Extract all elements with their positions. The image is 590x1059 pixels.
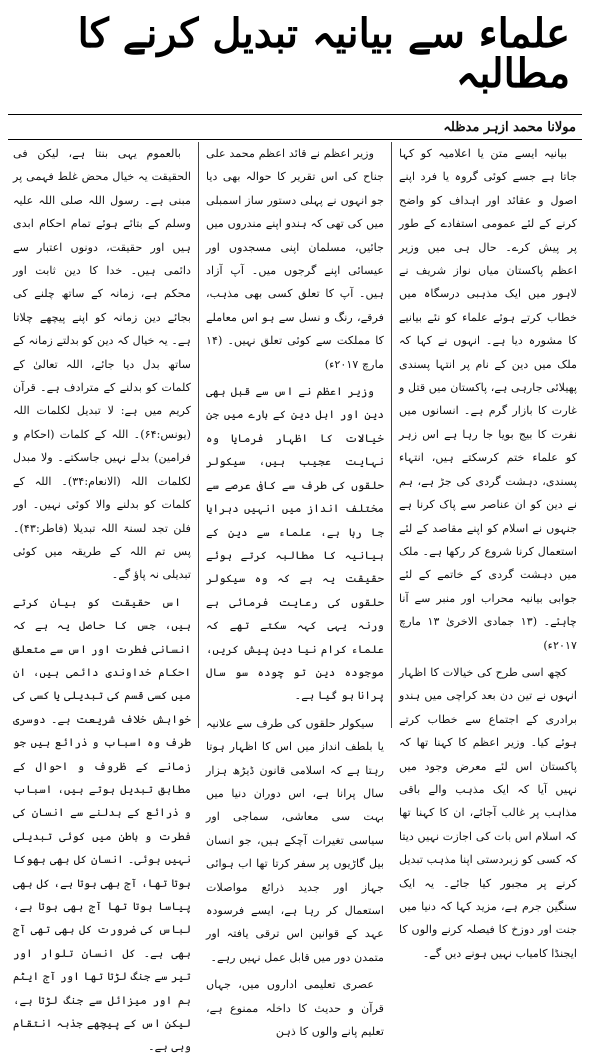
- article-title: علماء سے بیانیہ تبدیل کرنے کا مطالبہ: [77, 10, 570, 97]
- paragraph: کچھ اسی طرح کی خیالات کا اظہار انہوں نے تین دن بعد کراچی میں ہندو برادری کے اجتماع سے خطاب کرتے ہوئے کیا۔ وزیر اعظم کا کہنا تھا کہ پاکستان اس لئے معرض وجود میں نہیں آیا کہ ایک مذہب والے باقی مذاہب پر غالب آجائے، ان کا کہنا تھا کہ اسلام اس بات کی اجازت نہیں دیتا کہ کسی کو زبردستی اپنا مذہب تبدیل کرنے پر مجبور کیا جائے۔ یہ ایک سنگین جرم ہے، مزید کہا کہ دنیا میں جنت اور دوزخ کا فیصلہ کرنے والوں کا ایجنڈا کامیاب نہیں ہونے دیں گے۔: [399, 665, 577, 960]
- paragraph: سیکولر حلقوں کی طرف سے علانیہ یا بلطف انداز میں اس کا اظہار ہوتا رہتا ہے کہ اسلامی قانون ڈیڑھ ہزار سال پرانا ہے، اس دوران دنیا میں بہت سی معاشی، سماجی اور سیاسی تغیرات آچکے ہیں، جو انسان بیل گاڑیوں پر سفر کرتا تھا اب ہوائی جہاز اور جدید ذرائع مواصلات استعمال کر رہا ہے، ایسے فرسودہ عہد کے قوانین اس ترقی یافتہ اور متمدن دور میں قابل عمل نہیں رہے۔: [206, 716, 384, 964]
- article-columns: [6, 142, 584, 1054]
- column-right: [392, 142, 584, 960]
- author-name: مولانا محمد ازہر مدظلہ: [443, 119, 576, 135]
- paragraph: عصری تعلیمی اداروں میں، جہاں قرآن و حدیث کا داخلہ ممنوع ہے، تعلیم پانے والوں کا ذہن: [206, 978, 384, 1039]
- column-middle: [199, 142, 392, 1039]
- column-left: [6, 142, 199, 1054]
- paragraph: بالعموم یہی بنتا ہے، لیکن فی الحقیقت یہ خیال محض غلط فہمی پر مبنی ہے۔ رسول اللہ صلی اللہ علیہ وسلم کے بتائے ہوئے تمام احکام ابدی ہیں اور حقیقت، دونوں اعتبار سے دائمی ہیں۔ خدا کا دین ثابت اور محکم ہے، زمانہ کے ساتھ چلنے کی بجائے دین زمانہ کو اپنے پیچھے چلاتا ہے۔ یہ خیال کہ دین کو بدلتے زمانہ کے ساتھ بدل دیا جائے، اللہ تعالیٰ کے کلمات کو بدلنے کے مترادف ہے۔ قرآن کریم میں ہے: لا تبدیل لکلمات اللہ (یونس:۶۴)۔ اللہ کے کلمات (احکام و فرامین) بدلے نہیں جاسکتے۔ ولا مبدل لکلمات اللہ (الانعام:۳۴)۔ اللہ کے کلمات کو بدلنے والا کوئی نہیں۔ اور فلن تجد لسنۃ اللہ تبدیلا (فاطر:۴۳)۔ پس تم اللہ کے طریقہ میں کوئی تبدیلی نہ پاؤ گے۔: [13, 147, 191, 582]
- paragraph: وزیر اعظم نے اس سے قبل بھی دین اور اہل دین کے بارے میں جن خیالات کا اظہار فرمایا وہ نہایت عجیب ہیں، سیکولر حلقوں کی طرف سے کافی عرصے سے مختلف انداز میں انہیں دہرایا جا رہا ہے، علماء سے دین کے بیانیہ کا مطالبہ کرتے ہوئے حقیقت یہ ہے کہ وہ سیکولر حلقوں کی رعایت فرمائی ہے ورنہ یہی کہہ سکتے تھے کہ علماء کرام نیا دین پیش کریں، موجودہ دین تو چودہ سو سال پرانا ہو گیا ہے۔: [206, 385, 384, 703]
- headline-area: [20, 8, 570, 100]
- paragraph: اس حقیقت کو بیان کرتے ہیں، جس کا حاصل یہ ہے کہ انسانی فطرت اور اس سے متعلق احکام خداوندی دائمی ہیں، ان میں کسی قسم کی تبدیلی یا کسی کی خواہش خلاف شریعت ہے۔ دوسری طرف وہ اسباب و ذرائع ہیں جو زمانے کے ظروف و احوال کے مطابق تبدیل ہوتے ہیں، اسباب و ذرائع کے بدلنے سے انسان کی فطرت و باطن میں کوئی تبدیلی نہیں ہوئی۔ انسان کل بھی بھوکا ہوتا تھا، آج بھی ہوتا ہے، کل بھی پیاسا ہوتا تھا آج بھی ہوتا ہے، لباس کی ضرورت کل بھی تھی آج بھی ہے۔ کل انسان تلوار اور تیر سے جنگ لڑتا تھا اور آج ایٹم بم اور میزائل سے جنگ لڑتا ہے، لیکن اس کے پیچھے جذبہ انتقام وہی ہے۔: [13, 595, 191, 1054]
- paragraph: وزیر اعظم نے قائد اعظم محمد علی جناح کی اس تقریر کا حوالہ بھی دیا جو انہوں نے پہلی دستور ساز اسمبلی میں کی تھی کہ ہندو اپنے مندروں میں جائیں، مسلمان اپنی مسجدوں اور عیسائی اپنے گرجوں میں۔ آپ آزاد ہیں۔ آپ کا تعلق کسی بھی مذہب، فرقے، رنگ و نسل سے ہو اس معاملے کا مملکت سے کوئی تعلق نہیں۔ (۱۴ مارچ ۲۰۱۷ء): [206, 147, 384, 371]
- paragraph: بیانیہ ایسے متن یا اعلامیہ کو کہا جاتا ہے جسے کوئی گروہ یا فرد اپنے اصول و عقائد اور اہداف کو واضح کرنے کے لئے عمومی استفادے کے طور پر پیش کرے۔ حال ہی میں وزیر اعظم پاکستان میاں نواز شریف نے لاہور میں ایک مذہبی درسگاہ میں خطاب کرتے ہوئے علماء کو نئے بیانیے کا مشورہ دیا ہے۔ انہوں نے کہا کہ ملک میں دین کے نام پر انتہا پسندی پھیلائی جارہی ہے، پاکستان میں قتل و غارت کا بازار گرم ہے۔ انسانوں میں نفرت کا بیج بویا جا رہا ہے اس زہر کو علماء ختم کرسکتے ہیں، انتہاء پسندی، دہشت گردی کی جڑ ہے، ہم نے دین کو ان عناصر سے پاک کرنا ہے جنہوں نے اسلام کو اپنے مقاصد کے لئے استعمال کرنا شروع کر رکھا ہے۔ ملک میں دہشت گردی کے خاتمے کے لئے جوابی بیانیہ محراب اور منبر سے آنا چاہئے۔ (۱۳ جمادی الاخریٰ ۱۳ مارچ ۲۰۱۷ء): [399, 147, 577, 652]
- byline-bar: [8, 114, 582, 140]
